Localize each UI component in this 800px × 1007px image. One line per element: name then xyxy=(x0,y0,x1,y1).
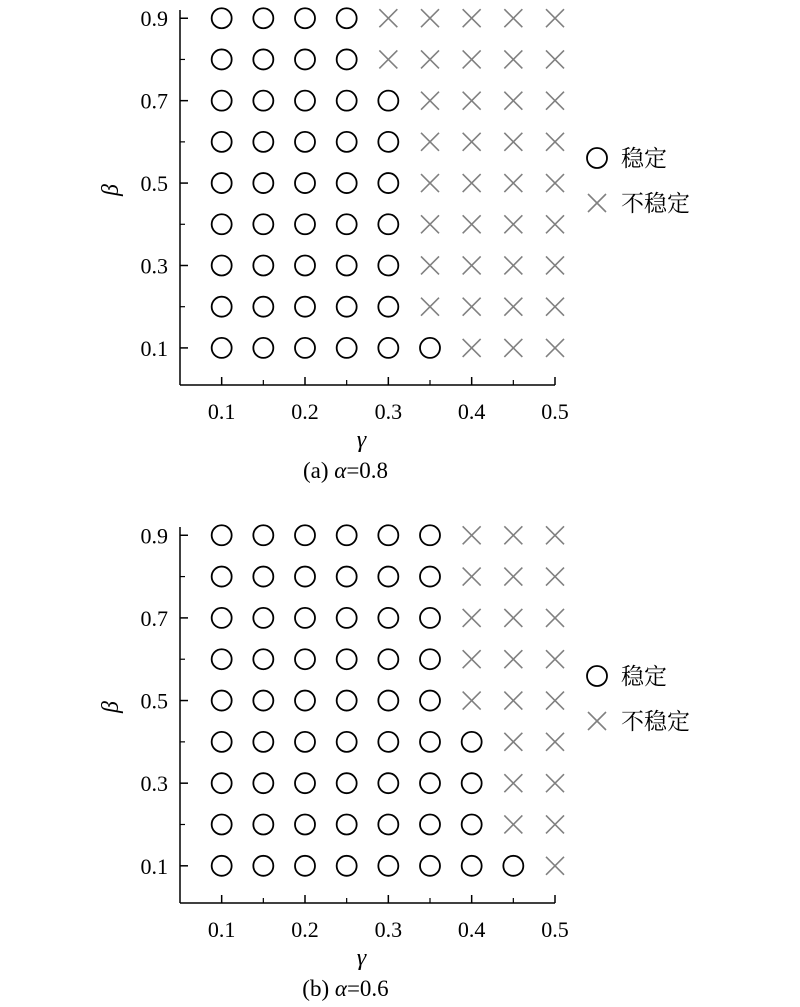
stable-marker xyxy=(212,567,232,587)
stable-marker xyxy=(253,649,273,669)
unstable-marker xyxy=(546,692,564,710)
unstable-marker xyxy=(463,526,481,544)
stable-marker xyxy=(420,691,440,711)
stable-marker xyxy=(212,338,232,358)
stable-marker xyxy=(337,649,357,669)
y-tick-label: 0.1 xyxy=(140,335,168,361)
unstable-marker xyxy=(504,692,522,710)
unstable-marker xyxy=(504,568,522,586)
stable-marker xyxy=(253,132,273,152)
stable-marker xyxy=(378,214,398,234)
stable-marker xyxy=(295,8,315,28)
stable-marker xyxy=(212,773,232,793)
unstable-marker xyxy=(504,174,522,192)
stable-marker xyxy=(378,255,398,275)
unstable-marker xyxy=(546,133,564,151)
unstable-marker xyxy=(421,92,439,110)
stable-marker xyxy=(378,608,398,628)
unstable-marker xyxy=(463,650,481,668)
stable-marker xyxy=(337,567,357,587)
unstable-marker xyxy=(504,526,522,544)
unstable-marker xyxy=(504,609,522,627)
legend-unstable-marker xyxy=(588,194,606,212)
stable-marker xyxy=(337,91,357,111)
unstable-marker xyxy=(546,256,564,274)
stable-marker xyxy=(337,338,357,358)
x-tick-label: 0.3 xyxy=(374,917,403,942)
legend xyxy=(587,146,690,217)
y-tick-label: 0.7 xyxy=(140,605,168,631)
stable-marker xyxy=(212,649,232,669)
stable-marker xyxy=(295,732,315,752)
stable-marker xyxy=(378,297,398,317)
stable-marker xyxy=(253,814,273,834)
stable-marker xyxy=(295,567,315,587)
legend-stable-marker xyxy=(587,148,607,168)
stable-marker xyxy=(337,173,357,193)
chart-panel-a xyxy=(98,6,690,483)
stable-marker xyxy=(253,525,273,545)
stable-marker xyxy=(212,856,232,876)
unstable-marker xyxy=(463,9,481,27)
stable-marker xyxy=(295,297,315,317)
stable-marker xyxy=(337,773,357,793)
stable-marker xyxy=(253,773,273,793)
stable-marker xyxy=(337,8,357,28)
stable-marker xyxy=(253,297,273,317)
stable-marker xyxy=(212,297,232,317)
stable-marker xyxy=(378,338,398,358)
stable-marker xyxy=(253,173,273,193)
stable-marker xyxy=(253,691,273,711)
stable-marker xyxy=(337,691,357,711)
stable-marker xyxy=(295,856,315,876)
stable-marker xyxy=(462,814,482,834)
unstable-marker xyxy=(421,215,439,233)
unstable-marker xyxy=(421,298,439,316)
stable-marker xyxy=(462,856,482,876)
unstable-marker xyxy=(546,174,564,192)
unstable-marker xyxy=(546,650,564,668)
unstable-marker xyxy=(504,339,522,357)
unstable-marker xyxy=(463,568,481,586)
unstable-marker xyxy=(421,133,439,151)
stable-marker xyxy=(378,567,398,587)
unstable-marker xyxy=(463,692,481,710)
stable-marker xyxy=(378,691,398,711)
stable-marker xyxy=(337,255,357,275)
unstable-marker xyxy=(504,815,522,833)
stable-marker xyxy=(295,49,315,69)
unstable-marker xyxy=(463,215,481,233)
stable-marker xyxy=(295,173,315,193)
stable-marker xyxy=(253,49,273,69)
panel-caption xyxy=(302,976,388,1001)
stable-marker xyxy=(253,91,273,111)
stable-marker xyxy=(295,814,315,834)
legend-unstable-label: 不稳定 xyxy=(621,191,690,217)
legend-unstable-label: 不稳定 xyxy=(621,709,690,735)
stable-marker xyxy=(212,214,232,234)
legend-unstable-marker xyxy=(588,712,606,730)
y-axis-label: β xyxy=(98,184,124,196)
stable-marker xyxy=(212,691,232,711)
stable-marker xyxy=(212,525,232,545)
stable-marker xyxy=(295,255,315,275)
x-tick-label: 0.1 xyxy=(207,917,236,942)
unstable-marker xyxy=(546,50,564,68)
legend-stable-label: 稳定 xyxy=(621,664,667,690)
unstable-marker xyxy=(504,133,522,151)
stable-marker xyxy=(462,773,482,793)
stable-marker xyxy=(337,856,357,876)
unstable-marker xyxy=(463,92,481,110)
legend xyxy=(587,664,690,735)
stable-marker xyxy=(378,91,398,111)
stable-marker xyxy=(253,214,273,234)
caption-value: =0.6 xyxy=(346,976,389,1001)
stable-marker xyxy=(212,49,232,69)
stable-marker xyxy=(420,567,440,587)
unstable-marker xyxy=(546,298,564,316)
y-tick-label: 0.3 xyxy=(140,771,168,797)
stable-marker xyxy=(253,8,273,28)
stable-marker xyxy=(420,608,440,628)
unstable-marker xyxy=(421,256,439,274)
unstable-marker xyxy=(504,92,522,110)
unstable-marker xyxy=(546,733,564,751)
y-tick-label: 0.7 xyxy=(140,88,168,114)
unstable-marker xyxy=(546,857,564,875)
unstable-marker xyxy=(546,339,564,357)
unstable-marker xyxy=(504,50,522,68)
y-tick-label: 0.9 xyxy=(140,6,168,32)
stable-marker xyxy=(295,338,315,358)
stable-marker xyxy=(420,856,440,876)
stable-marker xyxy=(337,297,357,317)
stable-marker xyxy=(337,732,357,752)
stable-marker xyxy=(212,91,232,111)
stable-marker xyxy=(378,132,398,152)
unstable-marker xyxy=(463,50,481,68)
stable-marker xyxy=(378,525,398,545)
x-tick-label: 0.2 xyxy=(291,399,319,424)
stable-marker xyxy=(295,91,315,111)
x-tick-label: 0.5 xyxy=(541,399,569,424)
legend-stable-label: 稳定 xyxy=(621,146,667,172)
stable-marker xyxy=(337,608,357,628)
stable-marker xyxy=(295,691,315,711)
unstable-marker xyxy=(463,256,481,274)
stable-marker xyxy=(212,8,232,28)
y-tick-label: 0.3 xyxy=(140,253,168,279)
unstable-marker xyxy=(546,92,564,110)
stable-marker xyxy=(420,525,440,545)
caption-prefix: (a) xyxy=(302,458,335,483)
y-axis-label: β xyxy=(98,701,124,713)
stable-marker xyxy=(295,773,315,793)
caption-variable: α xyxy=(334,976,347,1001)
stable-marker xyxy=(337,214,357,234)
stable-marker xyxy=(420,338,440,358)
unstable-marker xyxy=(463,339,481,357)
stable-marker xyxy=(462,732,482,752)
stable-marker xyxy=(337,132,357,152)
unstable-marker xyxy=(463,133,481,151)
stable-marker xyxy=(378,856,398,876)
unstable-marker xyxy=(504,215,522,233)
stable-marker xyxy=(212,255,232,275)
unstable-marker xyxy=(504,298,522,316)
unstable-marker xyxy=(546,609,564,627)
stable-marker xyxy=(378,173,398,193)
stable-marker xyxy=(420,773,440,793)
stable-marker xyxy=(295,525,315,545)
unstable-marker xyxy=(379,50,397,68)
unstable-marker xyxy=(421,50,439,68)
stable-marker xyxy=(420,649,440,669)
stable-marker xyxy=(378,649,398,669)
stable-marker xyxy=(378,773,398,793)
stable-marker xyxy=(337,525,357,545)
x-axis-label: γ xyxy=(356,945,367,971)
unstable-marker xyxy=(463,609,481,627)
unstable-marker xyxy=(421,174,439,192)
unstable-marker xyxy=(546,568,564,586)
panel-caption xyxy=(303,458,388,483)
x-tick-label: 0.2 xyxy=(291,917,319,942)
x-tick-label: 0.4 xyxy=(457,917,486,942)
unstable-marker xyxy=(546,815,564,833)
stable-marker xyxy=(212,608,232,628)
y-tick-label: 0.9 xyxy=(140,523,168,549)
caption-prefix: (b) xyxy=(302,976,335,1001)
unstable-marker xyxy=(546,526,564,544)
chart-panel-b xyxy=(98,523,690,1001)
stable-marker xyxy=(253,732,273,752)
unstable-marker xyxy=(463,174,481,192)
x-tick-label: 0.1 xyxy=(207,399,236,424)
y-tick-label: 0.1 xyxy=(140,853,168,879)
caption-variable: α xyxy=(334,458,347,483)
stable-marker xyxy=(420,732,440,752)
stable-marker xyxy=(378,814,398,834)
y-tick-label: 0.5 xyxy=(140,688,168,714)
stable-marker xyxy=(503,856,523,876)
unstable-marker xyxy=(504,256,522,274)
x-tick-label: 0.4 xyxy=(457,399,486,424)
unstable-marker xyxy=(504,9,522,27)
unstable-marker xyxy=(421,9,439,27)
unstable-marker xyxy=(546,9,564,27)
stable-marker xyxy=(420,814,440,834)
stable-marker xyxy=(253,338,273,358)
stable-marker xyxy=(253,567,273,587)
stable-marker xyxy=(212,732,232,752)
stable-marker xyxy=(295,608,315,628)
caption-value: =0.8 xyxy=(346,458,389,483)
x-tick-label: 0.3 xyxy=(374,399,403,424)
unstable-marker xyxy=(504,650,522,668)
stable-marker xyxy=(253,255,273,275)
stable-marker xyxy=(295,214,315,234)
y-tick-label: 0.5 xyxy=(140,171,168,197)
unstable-marker xyxy=(463,298,481,316)
unstable-marker xyxy=(546,774,564,792)
x-tick-label: 0.5 xyxy=(541,917,569,942)
stable-marker xyxy=(212,173,232,193)
legend-stable-marker xyxy=(587,666,607,686)
stable-marker xyxy=(295,649,315,669)
x-axis-label: γ xyxy=(356,427,367,453)
unstable-marker xyxy=(504,774,522,792)
stable-marker xyxy=(378,732,398,752)
stable-marker xyxy=(212,814,232,834)
stable-marker xyxy=(212,132,232,152)
stable-marker xyxy=(337,814,357,834)
unstable-marker xyxy=(504,733,522,751)
stable-marker xyxy=(253,856,273,876)
stable-marker xyxy=(253,608,273,628)
unstable-marker xyxy=(546,215,564,233)
unstable-marker xyxy=(379,9,397,27)
stable-marker xyxy=(337,49,357,69)
stable-marker xyxy=(295,132,315,152)
